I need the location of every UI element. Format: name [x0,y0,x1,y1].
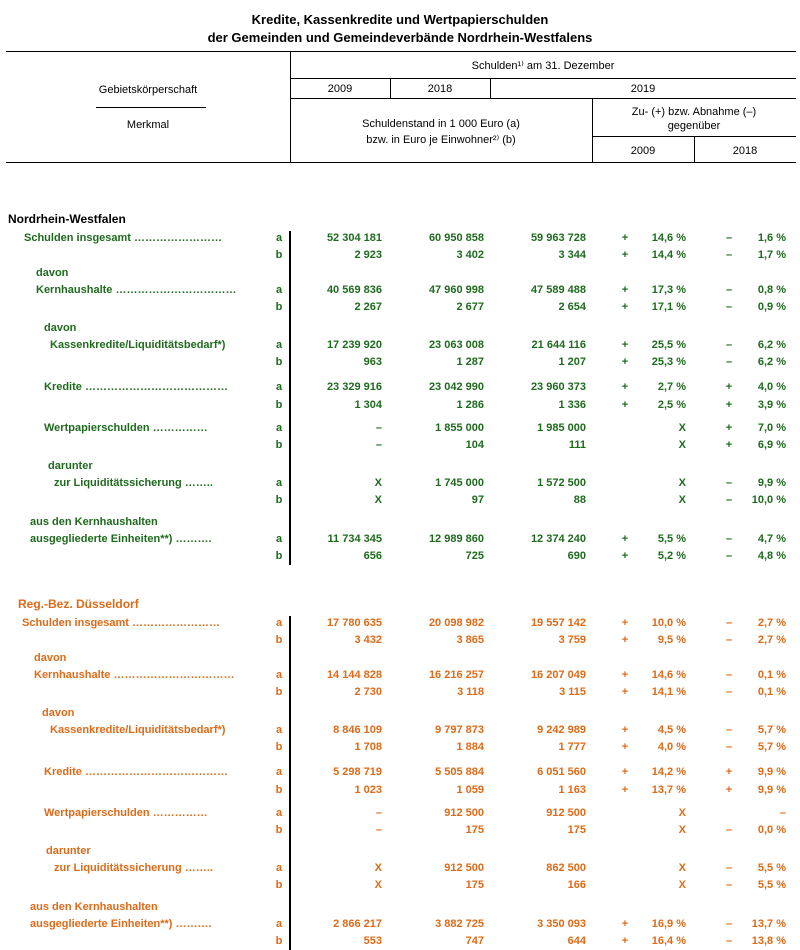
change-vs-2018: 9,9 % [757,783,786,796]
value-2018: 5 505 884 [435,766,484,779]
change-vs-2018: 1,6 % [757,232,786,244]
table-row [0,379,800,396]
value-2018: 23 042 990 [428,381,484,394]
row-label: aus den Kernhaushalten [30,515,158,528]
value-2018: 1 884 [456,741,484,754]
change-vs-2009: 13,7 % [651,783,686,796]
change-vs-2018: 6,2 % [757,356,786,369]
change-vs-2009: X [678,807,686,819]
value-2009: – [375,824,382,837]
change-vs-2009: 4,0 % [657,741,686,754]
value-2019: 2 654 [558,301,586,314]
row-label: Schulden insgesamt …………………… [24,232,223,244]
value-2009: 17 239 920 [326,338,382,351]
row-label: zur Liquiditätssicherung …….. [54,476,213,489]
sign-vs-2018: – [725,634,733,647]
value-2009: 52 304 181 [326,232,382,244]
value-2019: 16 207 049 [530,668,586,681]
value-2019: 1 336 [558,398,586,411]
value-2019: 1 572 500 [537,476,586,489]
header-rule-short [96,107,206,108]
row-unit-marker: a [275,723,283,736]
row-label: zur Liquiditätssicherung …….. [54,861,213,874]
value-2018: 20 098 982 [428,617,484,629]
table-row [0,916,800,933]
sign-vs-2018: – [725,668,733,681]
change-vs-2018: 2,7 % [757,617,786,629]
value-2009: 11 734 345 [327,532,382,545]
sign-vs-2018: – [725,494,733,507]
row-label: Wertpapierschulden …………… [44,807,208,819]
table-row [0,860,800,877]
section-title: Nordrhein-Westfalen [8,212,126,226]
table-header [6,51,796,163]
change-vs-2018: 0,9 % [757,301,786,314]
sign-vs-2009: + [621,686,629,699]
change-vs-2009: 25,5 % [651,338,686,351]
change-vs-2009: X [678,439,686,452]
table-row [0,492,800,509]
change-vs-2018: 10,0 % [751,494,786,507]
value-2019: 3 350 093 [537,917,586,930]
sign-vs-2009: + [621,249,629,262]
row-label: Kassenkredite/Liquiditätsbedarf*) [50,723,226,736]
value-2009: – [375,422,382,434]
change-vs-2018: 2,7 % [757,634,786,647]
header-change-2018: 2018 [732,145,758,157]
row-unit-marker: a [275,807,283,819]
table-row [0,667,800,684]
value-2018: 175 [465,824,484,837]
value-2009: X [374,494,382,507]
value-2019: 3 344 [558,249,586,262]
header-schulden: Schulden¹⁾ am 31. Dezember [471,60,615,72]
row-unit-marker: b [275,398,283,411]
section-vertical-rule [289,231,291,565]
sign-vs-2018: – [725,824,733,837]
value-2018: 912 500 [444,861,484,874]
value-2019: 19 557 142 [530,617,586,629]
sign-vs-2009: + [621,301,629,314]
table-row [0,933,800,950]
value-2018: 725 [465,550,484,563]
value-2009: – [375,807,382,819]
change-vs-2009: 14,2 % [651,766,686,779]
change-vs-2009: 10,0 % [651,617,686,629]
row-label: davon [42,706,75,719]
change-vs-2009: 14,1 % [651,686,686,699]
row-unit-marker: a [275,338,283,351]
sign-vs-2018: – [725,935,733,948]
change-vs-2018: 9,9 % [757,476,786,489]
row-label: Kredite ………………………………… [44,381,228,394]
row-unit-marker: b [275,935,283,948]
change-vs-2018: 4,7 % [757,532,786,545]
change-vs-2009: 25,3 % [651,356,686,369]
table-row [0,632,800,649]
sign-vs-2018: – [725,356,733,369]
value-2009: X [374,879,382,892]
change-vs-2018: 5,5 % [757,861,786,874]
row-unit-marker: a [275,476,283,489]
table-row [0,650,800,667]
sign-vs-2018: – [725,476,733,489]
change-vs-2018: 5,7 % [757,723,786,736]
change-vs-2018: 5,7 % [757,741,786,754]
value-2019: 175 [567,824,586,837]
value-2018: 12 989 860 [428,532,484,545]
change-vs-2009: 5,2 % [657,550,686,563]
row-unit-marker: a [275,532,283,545]
row-unit-marker: b [275,634,283,647]
row-label: Kernhaushalte …………………………… [34,668,235,681]
value-2018: 1 855 000 [435,422,484,434]
sign-vs-2018: – [725,338,733,351]
header-year-2018: 2018 [427,83,453,95]
table-row [0,531,800,548]
table-row [0,822,800,839]
table-row [0,458,800,475]
change-vs-2009: 16,9 % [651,917,686,930]
change-vs-2009: 14,6 % [651,668,686,681]
change-vs-2018: 6,2 % [757,338,786,351]
header-rule [290,98,796,99]
value-2019: 111 [568,439,586,452]
sign-vs-2009: + [621,283,629,296]
sign-vs-2018: – [725,301,733,314]
row-unit-marker: a [275,917,283,930]
value-2019: 88 [573,494,586,507]
sign-vs-2018: + [725,783,733,796]
value-2018: 3 882 725 [435,917,484,930]
table-row [0,299,800,316]
change-vs-2009: 4,5 % [657,723,686,736]
row-unit-marker: b [275,824,283,837]
value-2018: 16 216 257 [428,668,484,681]
change-vs-2009: X [678,861,686,874]
table-row [0,247,800,264]
value-2009: 656 [363,550,382,563]
table-row [0,514,800,531]
value-2018: 1 287 [456,356,484,369]
row-label: Wertpapierschulden …………… [44,422,208,434]
value-2019: 6 051 560 [537,766,586,779]
header-rule [592,136,796,137]
value-2009: X [374,861,382,874]
value-2018: 3 402 [456,249,484,262]
row-unit-marker: b [275,686,283,699]
sign-vs-2018: – [725,861,733,874]
sign-vs-2009: + [621,617,629,629]
value-2019: 1 777 [558,741,586,754]
value-2018: 3 865 [456,634,484,647]
sign-vs-2009: + [621,741,629,754]
value-2009: 14 144 828 [326,668,382,681]
value-2018: 9 797 873 [435,723,484,736]
sign-vs-2018: – [725,249,733,262]
change-vs-2009: X [678,494,686,507]
header-year-2019: 2019 [630,83,656,95]
value-2009: 1 708 [354,741,382,754]
value-2018: 1 286 [456,398,484,411]
change-vs-2018: 13,8 % [751,935,786,948]
sign-vs-2009: + [621,766,629,779]
sign-vs-2009: + [621,398,629,411]
sign-vs-2018: – [725,550,733,563]
value-2019: 1 207 [558,356,586,369]
change-vs-2018: – [779,807,786,819]
table-row [0,397,800,414]
value-2009: 2 923 [354,249,382,262]
change-vs-2009: X [678,824,686,837]
header-merkmal: Merkmal [126,119,170,131]
value-2009: 553 [363,935,382,948]
value-2019: 47 589 488 [530,283,586,296]
table-title-line2: der Gemeinden und Gemeindeverbände Nordrhein-Westfalens [207,30,593,45]
sign-vs-2018: + [725,422,733,434]
change-vs-2009: 2,7 % [657,381,686,394]
section-title: Reg.-Bez. Düsseldorf [18,597,139,611]
change-vs-2009: 17,3 % [651,283,686,296]
value-2009: – [375,439,382,452]
row-unit-marker: a [275,766,283,779]
row-label: davon [34,651,67,664]
sign-vs-2009: + [621,917,629,930]
header-stand-line2: bzw. in Euro je Einwohner²⁾ (b) [366,134,516,146]
table-row [0,899,800,916]
change-vs-2009: X [678,476,686,489]
value-2019: 690 [567,550,586,563]
change-vs-2009: 14,4 % [651,249,686,262]
value-2018: 23 063 008 [428,338,484,351]
value-2009: 1 023 [354,783,382,796]
row-unit-marker: b [275,356,283,369]
value-2009: 5 298 719 [333,766,382,779]
sign-vs-2009: + [621,550,629,563]
change-vs-2009: 17,1 % [651,301,686,314]
value-2019: 21 644 116 [531,338,586,351]
table-row [0,337,800,354]
sign-vs-2018: – [725,879,733,892]
table-row [0,843,800,860]
sign-vs-2018: – [725,283,733,296]
change-vs-2018: 13,7 % [751,917,786,930]
sign-vs-2018: + [725,439,733,452]
value-2019: 912 500 [546,807,586,819]
sign-vs-2018: – [725,741,733,754]
table-row [0,722,800,739]
change-vs-2009: 14,6 % [651,232,686,244]
row-unit-marker: a [275,381,283,394]
value-2018: 1 059 [456,783,484,796]
value-2018: 47 960 998 [428,283,484,296]
row-label: aus den Kernhaushalten [30,900,158,913]
table-row [0,764,800,781]
table-row [0,877,800,894]
change-vs-2009: 5,5 % [657,532,686,545]
sign-vs-2018: – [725,723,733,736]
row-label: Kernhaushalte …………………………… [36,283,237,296]
table-row [0,354,800,371]
row-unit-marker: a [275,617,283,629]
header-rule [290,78,796,79]
sign-vs-2009: + [621,783,629,796]
value-2009: 2 866 217 [333,917,382,930]
value-2009: 17 780 635 [326,617,382,629]
change-vs-2018: 4,8 % [757,550,786,563]
value-2009: 23 329 916 [326,381,382,394]
row-label: Kassenkredite/Liquiditätsbedarf*) [50,338,226,351]
sign-vs-2018: – [725,917,733,930]
row-unit-marker: b [275,783,283,796]
value-2018: 1 745 000 [435,476,484,489]
value-2009: 1 304 [354,398,382,411]
sign-vs-2018: – [725,686,733,699]
row-unit-marker: b [275,741,283,754]
change-vs-2009: 9,5 % [657,634,686,647]
value-2018: 97 [471,494,484,507]
table-row [0,548,800,565]
sign-vs-2009: + [621,532,629,545]
sign-vs-2018: + [725,381,733,394]
sign-vs-2009: + [621,668,629,681]
row-unit-marker: a [275,422,283,434]
value-2009: 40 569 836 [326,283,382,296]
value-2019: 59 963 728 [530,232,586,244]
value-2018: 912 500 [444,807,484,819]
row-unit-marker: a [275,861,283,874]
header-change-2009: 2009 [630,145,656,157]
change-vs-2018: 1,7 % [757,249,786,262]
row-label: davon [36,266,69,279]
value-2018: 175 [465,879,484,892]
table-row [0,420,800,437]
value-2019: 12 374 240 [530,532,586,545]
sign-vs-2009: + [621,356,629,369]
row-label: darunter [48,459,93,472]
table-row [0,739,800,756]
row-unit-marker: a [275,232,283,244]
sign-vs-2009: + [621,723,629,736]
table-row [0,265,800,282]
sign-vs-2018: – [725,617,733,629]
value-2019: 1 163 [558,783,586,796]
value-2019: 1 985 000 [537,422,586,434]
table-row [0,282,800,299]
value-2009: 3 432 [354,634,382,647]
change-vs-2018: 9,9 % [757,766,786,779]
change-vs-2009: 16,4 % [651,935,686,948]
value-2018: 747 [465,935,484,948]
sign-vs-2009: + [621,935,629,948]
row-unit-marker: a [275,668,283,681]
table-row [0,475,800,492]
table-title-line1: Kredite, Kassenkredite und Wertpapierschulden [251,12,549,27]
row-label: Kredite ………………………………… [44,766,228,779]
value-2019: 23 960 373 [530,381,586,394]
value-2019: 9 242 989 [537,723,586,736]
header-change-line2: gegenüber [667,120,721,132]
change-vs-2018: 0,8 % [757,283,786,296]
sign-vs-2009: + [621,381,629,394]
row-unit-marker: a [275,283,283,296]
change-vs-2018: 0,0 % [757,824,786,837]
row-unit-marker: b [275,439,283,452]
sign-vs-2009: + [621,232,629,244]
value-2019: 3 115 [559,686,586,699]
row-unit-marker: b [275,301,283,314]
header-change-line1: Zu- (+) bzw. Abnahme (–) [631,106,757,118]
row-label: ausgegliederte Einheiten**) ………. [30,532,212,545]
change-vs-2018: 7,0 % [757,422,786,434]
sign-vs-2009: + [621,634,629,647]
table-row [0,437,800,454]
table-row [0,320,800,337]
row-unit-marker: b [275,550,283,563]
header-stand-line1: Schuldenstand in 1 000 Euro (a) [362,118,520,130]
value-2009: 2 730 [354,686,382,699]
header-year-2009: 2009 [327,83,353,95]
value-2009: 2 267 [354,301,382,314]
value-2018: 104 [465,439,484,452]
row-label: ausgegliederte Einheiten**) ………. [30,917,212,930]
table-row [0,230,800,247]
row-unit-marker: b [275,494,283,507]
change-vs-2009: 2,5 % [657,398,686,411]
section-vertical-rule [289,616,291,950]
sign-vs-2018: – [725,232,733,244]
row-unit-marker: b [275,879,283,892]
row-label: Schulden insgesamt …………………… [22,617,221,629]
change-vs-2018: 6,9 % [757,439,786,452]
value-2019: 166 [567,879,586,892]
change-vs-2018: 0,1 % [757,668,786,681]
row-unit-marker: b [275,249,283,262]
value-2019: 644 [567,935,586,948]
value-2009: 963 [363,356,382,369]
row-label: darunter [46,844,91,857]
value-2009: 8 846 109 [333,723,382,736]
value-2018: 60 950 858 [428,232,484,244]
sign-vs-2018: – [725,532,733,545]
change-vs-2009: X [678,422,686,434]
change-vs-2018: 5,5 % [757,879,786,892]
value-2018: 3 118 [457,686,484,699]
table-row [0,684,800,701]
table-row [0,805,800,822]
value-2018: 2 677 [456,301,484,314]
sign-vs-2009: + [621,338,629,351]
table-row [0,615,800,632]
value-2019: 862 500 [546,861,586,874]
sign-vs-2018: + [725,766,733,779]
value-2019: 3 759 [558,634,586,647]
header-gebiet: Gebietskörperschaft [98,84,198,96]
change-vs-2018: 4,0 % [757,381,786,394]
row-label: davon [44,321,77,334]
change-vs-2018: 3,9 % [757,398,786,411]
change-vs-2009: X [678,879,686,892]
table-row [0,705,800,722]
change-vs-2018: 0,1 % [757,686,786,699]
table-row [0,782,800,799]
sign-vs-2018: + [725,398,733,411]
value-2009: X [374,476,382,489]
